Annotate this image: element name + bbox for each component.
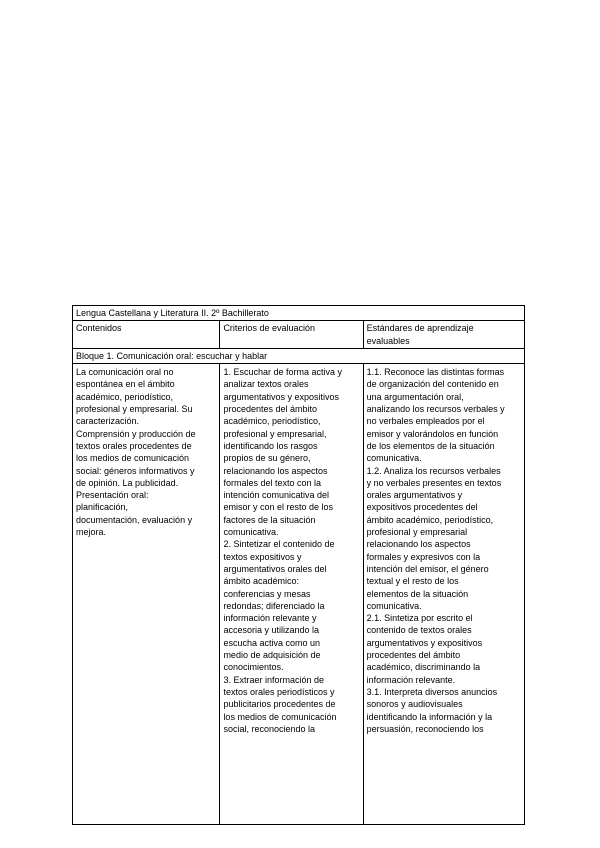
- contenidos-line: documentación, evaluación y: [76, 514, 193, 525]
- criterios-line: redondas; diferenciado la: [223, 600, 325, 611]
- criterios-line: 3. Extraer información de: [223, 674, 324, 685]
- criterios-line: publicitarios procedentes de: [223, 699, 336, 710]
- estandares-line: argumentativos y expositivos: [366, 637, 483, 648]
- estandares-line: procedentes del ámbito: [366, 650, 461, 661]
- estandares-line: comunicativa.: [366, 453, 422, 464]
- estandares-line: 1.2. Analiza los recursos verbales: [366, 465, 501, 476]
- header-estandares-line: Estándares de aprendizaje: [366, 323, 474, 334]
- criterios-line: 2. Sintetizar el contenido de: [223, 539, 335, 550]
- criterios-line: textos expositivos y: [223, 551, 302, 562]
- contenidos-line: profesional y empresarial. Su: [76, 404, 193, 415]
- criterios-line: identificando los rasgos: [223, 440, 318, 451]
- criterios-line: factores de la situación: [223, 514, 316, 525]
- criterios-line: social, reconociendo la: [223, 723, 315, 734]
- criterios-line: 1. Escuchar de forma activa y: [223, 367, 342, 378]
- contenidos-line: Comprensión y producción de: [76, 428, 196, 439]
- criterios-line: propios de su género,: [223, 453, 311, 464]
- header-estandares-line: evaluables: [366, 335, 410, 346]
- criterios-line: textos orales periodísticos y: [223, 686, 335, 697]
- criterios-line: analizar textos orales: [223, 379, 309, 390]
- contenidos-line: Presentación oral:: [76, 490, 149, 501]
- criterios-line: académico, periodístico,: [223, 416, 321, 427]
- estandares-line: académico, discriminando la: [366, 662, 481, 673]
- contenidos-line: La comunicación oral no: [76, 367, 174, 378]
- contenidos-line: planificación,: [76, 502, 129, 513]
- block-row: [73, 348, 525, 363]
- estandares-line: 2.1. Sintetiza por escrito el: [366, 613, 473, 624]
- criterios-cell: [220, 364, 363, 825]
- criterios-line: procedentes del ámbito: [223, 404, 317, 415]
- criterios-line: argumentativos y expositivos: [223, 391, 339, 402]
- header-criterios: Criterios de evaluación: [220, 321, 363, 349]
- estandares-line: información relevante.: [366, 674, 456, 685]
- estandares-line: de organización del contenido en: [366, 379, 499, 390]
- criterios-line: comunicativa.: [223, 527, 279, 538]
- contenidos-line: los medios de comunicación: [76, 453, 190, 464]
- criterios-line: emisor y con el resto de los: [223, 502, 333, 513]
- contenidos-cell: [73, 364, 220, 825]
- criterios-line: intención comunicativa del: [223, 490, 329, 501]
- criterios-line: relacionando los aspectos: [223, 465, 328, 476]
- criterios-line: medio de adquisición de: [223, 650, 321, 661]
- criterios-line: conferencias y mesas: [223, 588, 311, 599]
- estandares-line: orales argumentativos y: [366, 490, 463, 501]
- header-contenidos: Contenidos: [73, 321, 220, 349]
- criterios-line: argumentativos orales del: [223, 563, 327, 574]
- estandares-line: sonoros y audiovisuales: [366, 699, 463, 710]
- criterios-line: los medios de comunicación: [223, 711, 337, 722]
- estandares-line: no verbales empleados por el: [366, 416, 485, 427]
- contenidos-line: caracterización.: [76, 416, 140, 427]
- estandares-line: y no verbales presentes en textos: [366, 477, 502, 488]
- estandares-line: identificando la información y la: [366, 711, 493, 722]
- criterios-line: formales del texto con la: [223, 477, 321, 488]
- curriculum-table: [72, 305, 525, 825]
- contenidos-line: espontánea en el ámbito: [76, 379, 175, 390]
- criterios-line: ámbito académico:: [223, 576, 299, 587]
- estandares-line: emisor y valorándolos en función: [366, 428, 499, 439]
- content-row: [73, 364, 525, 825]
- estandares-line: analizando los recursos verbales y: [366, 404, 505, 415]
- estandares-line: relacionando los aspectos: [366, 539, 471, 550]
- estandares-line: ámbito académico, periodístico,: [366, 514, 494, 525]
- criterios-line: accesoria y utilizando la: [223, 625, 319, 636]
- estandares-line: intención del emisor, el género: [366, 563, 489, 574]
- criterios-line: escucha activa como un: [223, 637, 320, 648]
- estandares-line: profesional y empresarial: [366, 527, 468, 538]
- contenidos-line: mejora.: [76, 527, 107, 538]
- criterios-line: profesional y empresarial,: [223, 428, 327, 439]
- estandares-line: 1.1. Reconoce las distintas formas: [366, 367, 505, 378]
- block-title: Bloque 1. Comunicación oral: escuchar y hablar: [73, 348, 525, 363]
- estandares-line: comunicativa.: [366, 600, 422, 611]
- estandares-line: textual y el resto de los: [366, 576, 459, 587]
- contenidos-line: social: géneros informativos y: [76, 465, 195, 476]
- estandares-line: formales y expresivos con la: [366, 551, 481, 562]
- estandares-cell: [363, 364, 524, 825]
- contenidos-line: académico, periodístico,: [76, 391, 174, 402]
- criterios-line: información relevante y: [223, 613, 317, 624]
- estandares-line: elementos de la situación: [366, 588, 469, 599]
- contenidos-line: de opinión. La publicidad.: [76, 477, 179, 488]
- criterios-line: conocimientos.: [223, 662, 284, 673]
- estandares-line: de los elementos de la situación: [366, 440, 495, 451]
- title-row: [73, 306, 525, 321]
- estandares-line: expositivos procedentes del: [366, 502, 478, 513]
- estandares-line: persuasión, reconociendo los: [366, 723, 484, 734]
- estandares-line: 3.1. Interpreta diversos anuncios: [366, 686, 498, 697]
- header-row: [73, 321, 525, 349]
- estandares-line: una argumentación oral,: [366, 391, 464, 402]
- header-estandares: [363, 321, 524, 349]
- contenidos-line: textos orales procedentes de: [76, 440, 192, 451]
- estandares-line: contenido de textos orales: [366, 625, 472, 636]
- table-title: Lengua Castellana y Literatura II. 2º Bachillerato: [73, 306, 525, 321]
